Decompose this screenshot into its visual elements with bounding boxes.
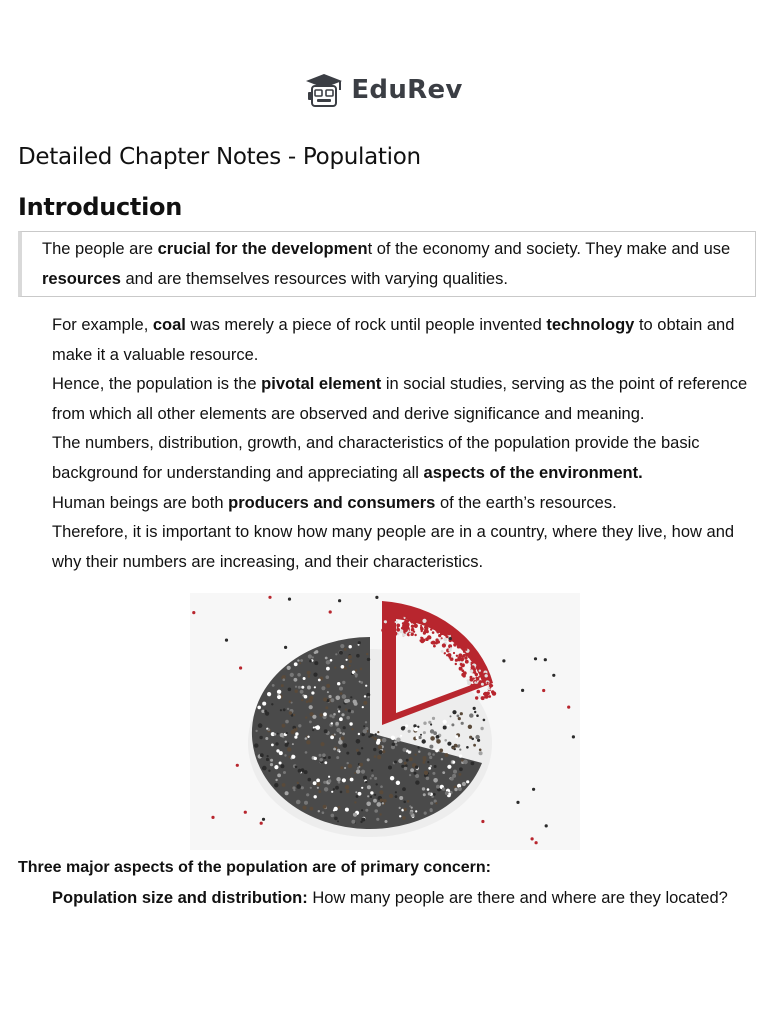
paragraph-environment [52, 429, 752, 488]
crowd-pie-chart-illustration [190, 593, 580, 850]
text-run: to obtain and make it a valuable resource. [52, 316, 735, 364]
concern-item-size-distribution [52, 885, 762, 911]
text-run: in social studies, serving as the point of reference from which all other elements are observed and derive significance and meaning. [52, 375, 748, 423]
concerns-heading: Three major aspects of the population are of primary concern: [18, 859, 491, 876]
bold-text-run: aspects of the environment. [423, 463, 643, 482]
crowd-pie-illustration-svg [190, 593, 580, 850]
text-run: For example, [52, 316, 153, 334]
text-run: How many people are there and where are they located? [307, 889, 728, 907]
brand-logo[interactable] [0, 72, 768, 108]
text-run: Hence, the population is the [52, 375, 262, 394]
document-title: Detailed Chapter Notes - Population [18, 144, 421, 170]
introduction-heading: Introduction [18, 193, 182, 221]
text-run: Human beings are both [52, 493, 229, 512]
brand-name: EduRev [351, 75, 463, 105]
text-run: t of the economy and society. They make and use [367, 240, 731, 258]
paragraph-importance [52, 518, 752, 577]
bold-text-run: producers and consumers [228, 493, 436, 512]
bold-text-run: resources [42, 270, 121, 288]
introduction-body [52, 311, 752, 577]
text-run: was merely a piece of rock until people invented [185, 316, 547, 334]
bold-text-run: pivotal element [261, 375, 382, 394]
bold-text-run: crucial for the developmen [157, 240, 368, 258]
paragraph-producers-consumers [52, 489, 752, 519]
text-run: Therefore, it is important to know how many people are in a country, where they live, how and why their numbers are increasing, and their characteristics. [52, 523, 735, 571]
introduction-callout [18, 231, 756, 297]
bold-text-run: coal [152, 316, 186, 334]
paragraph-coal-example [52, 311, 752, 370]
text-run: of the earth’s resources. [435, 493, 617, 512]
bold-text-run: technology [546, 316, 635, 334]
bold-text-run: Population size and distribution: [52, 889, 308, 907]
paragraph-pivotal-element [52, 370, 752, 429]
text-run: The numbers, distribution, growth, and characteristics of the population provide the basic background for understanding and appreciating all [52, 434, 700, 482]
graduation-cap-robot-icon [305, 72, 343, 108]
text-run: The people are [42, 240, 158, 258]
text-run: and are themselves resources with varying qualities. [120, 270, 508, 288]
